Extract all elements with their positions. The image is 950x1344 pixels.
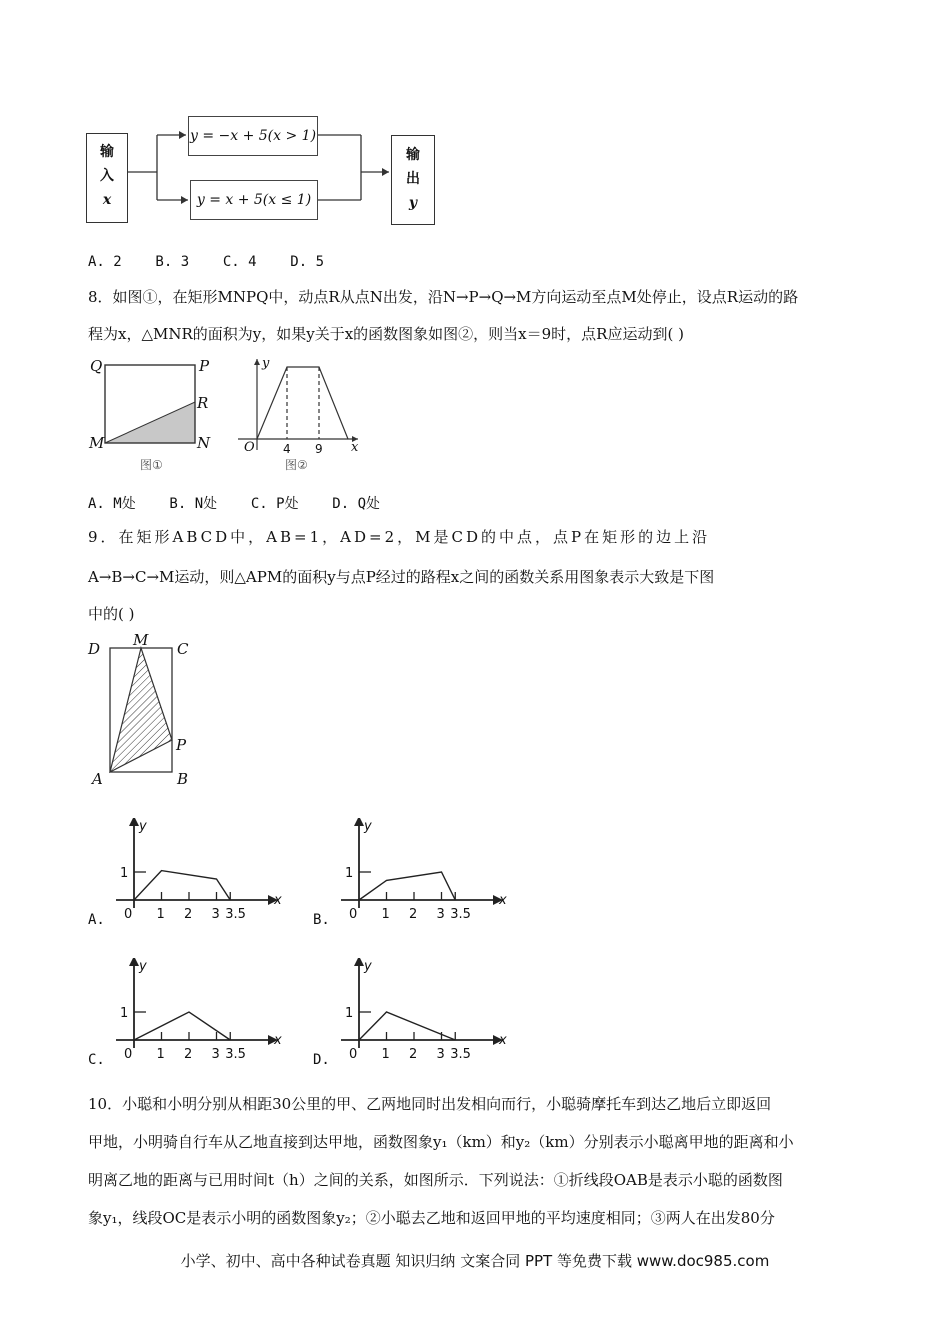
q10-line3: 明离乙地的距离与已用时间t（h）之间的关系，如图所示．下列说法：①折线段OAB是表示小聪的函数图: [88, 1171, 783, 1189]
x-tick-label: 3.5: [450, 907, 471, 922]
rect-label-m: M: [133, 631, 149, 649]
x-tick-label: 3.5: [225, 1047, 246, 1062]
x-tick-label: 2: [409, 907, 418, 922]
bottom-formula: y = x + 5(x ≤ 1): [196, 192, 312, 208]
q10-line2: 甲地，小明骑自行车从乙地直接到达甲地，函数图象y₁（km）和y₂（km）分别表示小聪离甲地的距离和小: [88, 1133, 794, 1151]
option-graph-b: [313, 818, 513, 928]
input-char-3: x: [102, 192, 112, 208]
origin-label: 0: [349, 907, 358, 922]
y-tick-label-1: 1: [120, 866, 129, 881]
fig1-caption: 图①: [140, 458, 163, 472]
function-line: [134, 1012, 230, 1040]
y-axis-arrow: [354, 818, 364, 826]
q10-line4: 象y₁，线段OC是表示小明的函数图象y₂；②小聪去乙地和返回甲地的平均速度相同；③两人在出发80分: [88, 1209, 775, 1227]
fig1-label-n: N: [197, 434, 211, 452]
option-graph-d: [313, 958, 513, 1068]
rect-label-c: C: [177, 640, 189, 658]
x-tick-label: 3: [436, 907, 445, 922]
x-axis-label: x: [274, 893, 282, 908]
fig2-label-o: O: [244, 440, 255, 455]
y-axis-label: y: [364, 959, 372, 974]
function-line: [134, 871, 230, 900]
y-axis-arrow: [129, 958, 139, 966]
q9-rectangle-figure: [100, 640, 190, 780]
y-tick-label-1: 1: [120, 1006, 129, 1021]
fig1-label-r: R: [197, 394, 209, 412]
x-axis-label: x: [499, 893, 507, 908]
triangle-apm: [110, 648, 172, 772]
option-graph-c: [88, 958, 288, 1068]
fig1-label-p: P: [199, 357, 210, 375]
rect-label-b: B: [177, 770, 189, 788]
origin-label: 0: [124, 1047, 133, 1062]
x-tick-label: 3: [211, 907, 220, 922]
x-axis-label: x: [499, 1033, 507, 1048]
option-letter-a: A.: [88, 912, 105, 928]
rect-label-p: P: [176, 736, 187, 754]
x-tick-label: 2: [184, 1047, 193, 1062]
rect-label-a: A: [92, 770, 103, 788]
y-axis-label: y: [364, 819, 372, 834]
y-axis-arrow: [354, 958, 364, 966]
option-letter-c: C.: [88, 1052, 105, 1068]
fig2-tick-4: 4: [283, 442, 291, 456]
x-tick-label: 3: [211, 1047, 220, 1062]
x-tick-label: 1: [381, 1047, 390, 1062]
y-axis-arrow: [129, 818, 139, 826]
output-char-1: 输: [406, 147, 420, 163]
option-graph-a: [88, 818, 288, 928]
x-tick-label: 1: [156, 907, 165, 922]
origin-label: 0: [349, 1047, 358, 1062]
x-tick-label: 3: [436, 1047, 445, 1062]
y-axis-label: y: [139, 819, 147, 834]
x-tick-label: 1: [381, 907, 390, 922]
x-tick-label: 3.5: [450, 1047, 471, 1062]
option-letter-b: B.: [313, 912, 330, 928]
top-formula: y = −x + 5(x > 1): [189, 128, 317, 144]
flowchart-arrows: [0, 0, 950, 240]
q9-line1: 9．在矩形ABCD中，AB=1，AD=2，M是CD的中点，点P在矩形的边上沿: [88, 528, 711, 546]
fig1-label-m: M: [89, 434, 105, 452]
fig2-label-y: y: [262, 356, 270, 371]
input-char-2: 入: [100, 168, 114, 184]
function-line: [359, 872, 455, 900]
rect-label-d: D: [88, 640, 101, 658]
input-char-1: 输: [100, 144, 114, 160]
x-tick-label: 2: [184, 907, 193, 922]
q10-line1: 10．小聪和小明分别从相距30公里的甲、乙两地同时出发相向而行，小聪骑摩托车到达乙地后立即返回: [88, 1095, 772, 1113]
fig2-label-x: x: [351, 440, 359, 455]
y-tick-label-1: 1: [345, 866, 354, 881]
option-letter-d: D.: [313, 1052, 330, 1068]
page-footer: 小学、初中、高中各种试卷真题 知识归纳 文案合同 PPT 等免费下载 www.doc985.com: [180, 1252, 770, 1270]
fig2-caption: 图②: [285, 458, 308, 472]
x-axis-label: x: [274, 1033, 282, 1048]
output-char-2: 出: [406, 171, 420, 187]
fig2-tick-9: 9: [315, 442, 323, 456]
q8-options: A. M处 B. N处 C. P处 D. Q处: [88, 496, 381, 512]
q7-options: A. 2 B. 3 C. 4 D. 5: [88, 254, 325, 270]
origin-label: 0: [124, 907, 133, 922]
y-axis-label: y: [139, 959, 147, 974]
fig1-label-q: Q: [90, 357, 103, 375]
q8-line1: 8．如图①，在矩形MNPQ中，动点R从点N出发，沿N→P→Q→M方向运动至点M处停止，设点R运动的路: [88, 288, 799, 306]
y-tick-label-1: 1: [345, 1006, 354, 1021]
function-line: [359, 1012, 455, 1040]
q9-line3: 中的( ): [88, 605, 135, 623]
x-tick-label: 1: [156, 1047, 165, 1062]
q8-line2: 程为x，△MNR的面积为y，如果y关于x的函数图象如图②，则当x＝9时，点R应运动到( ): [88, 325, 684, 343]
x-tick-label: 3.5: [225, 907, 246, 922]
output-char-3: y: [408, 195, 418, 211]
x-tick-label: 2: [409, 1047, 418, 1062]
shaded-triangle: [105, 402, 195, 443]
q9-line2: A→B→C→M运动，则△APM的面积y与点P经过的路程x之间的函数关系用图象表示大致是下图: [88, 568, 715, 586]
